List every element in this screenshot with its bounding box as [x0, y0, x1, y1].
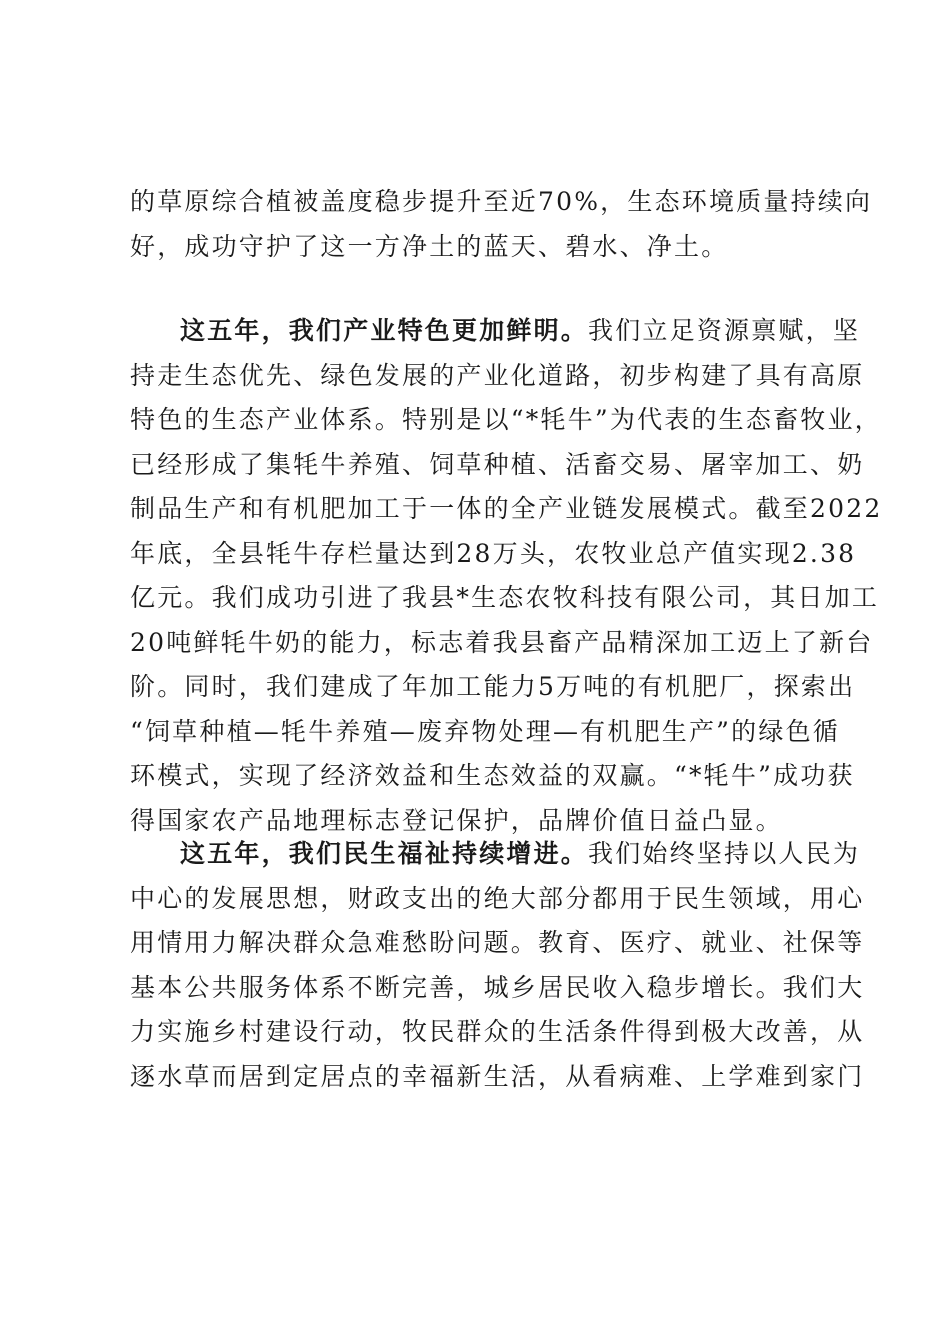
text-line: 用情用力解决群众急难愁盼问题。教育、医疗、就业、社保等	[130, 928, 865, 957]
text-line: “饲草种植—牦牛养殖—废弃物处理—有机肥生产”的绿色循	[130, 716, 840, 746]
paragraph-livelihood	[130, 832, 865, 1099]
text-line: 逐水草而居到定居点的幸福新生活，从看病难、上学难到家门	[130, 1061, 865, 1091]
text-line: 力实施乡村建设行动，牧民群众的生活条件得到极大改善，从	[130, 1017, 865, 1046]
paragraph-lead-rest: 我们始终坚持以人民为	[588, 839, 861, 868]
text-line: 20吨鲜牦牛奶的能力，标志着我县畜产品精深加工迈上了新台	[130, 627, 874, 657]
text-line: 得国家农产品地理标志登记保护，品牌价值日益凸显。	[130, 805, 783, 835]
paragraph-lead-sentence: 这五年，我们产业特色更加鲜明。	[180, 316, 589, 345]
text-line: 已经形成了集牦牛养殖、饲草种植、活畜交易、屠宰加工、奶	[130, 449, 865, 479]
text-line: 中心的发展思想，财政支出的绝大部分都用于民生领域，用心	[130, 883, 865, 913]
paragraph-industry	[130, 309, 883, 843]
text-line-first	[130, 832, 861, 877]
text-line: 特色的生态产业体系。特别是以“*牦牛”为代表的生态畜牧业，	[130, 405, 882, 434]
text-line-first	[130, 309, 861, 354]
text-line: 制品生产和有机肥加工于一体的全产业链发展模式。截至2022	[130, 494, 883, 523]
text-line: 基本公共服务体系不断完善，城乡居民收入稳步增长。我们大	[130, 972, 865, 1002]
text-line: 好，成功守护了这一方净土的蓝天、碧水、净土。	[130, 231, 729, 261]
text-line: 持走生态优先、绿色发展的产业化道路，初步构建了具有高原	[130, 360, 865, 390]
text-line: 阶。同时，我们建成了年加工能力5万吨的有机肥厂，探索出	[130, 672, 856, 701]
text-line: 的草原综合植被盖度稳步提升至近70%，生态环境质量持续向	[130, 187, 873, 216]
paragraph-lead-rest: 我们立足资源禀赋，坚	[588, 316, 861, 345]
paragraph-lead-sentence: 这五年，我们民生福祉持续增进。	[180, 839, 589, 868]
text-line: 亿元。我们成功引进了我县*生态农牧科技有限公司，其日加工	[130, 583, 880, 612]
text-line: 年底，全县牦牛存栏量达到28万头，农牧业总产值实现2.38	[130, 538, 857, 568]
text-line: 环模式，实现了经济效益和生态效益的双赢。“*牦牛”成功获	[130, 761, 855, 790]
paragraph-ecology	[130, 180, 873, 269]
